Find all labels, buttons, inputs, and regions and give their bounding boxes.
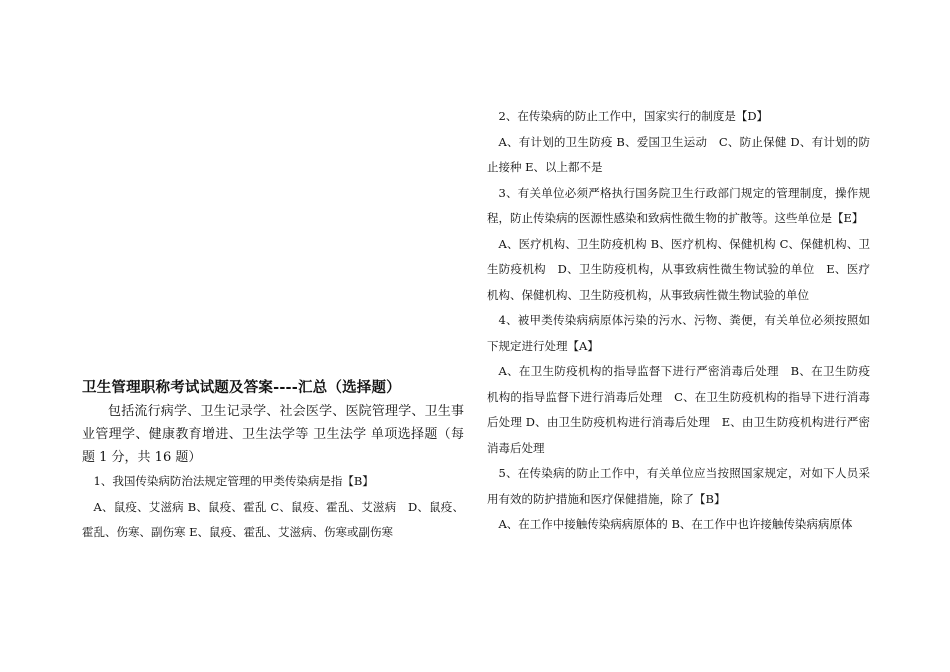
- question-1-options: A、鼠疫、艾滋病 B、鼠疫、霍乱 C、鼠疫、霍乱、艾滋病 D、鼠疫、霍乱、伤寒、副伤寒 E、鼠疫、霍乱、艾滋病、伤寒或副伤寒: [82, 499, 464, 539]
- question-5-options: A、在工作中接触传染病病原体的 B、在工作中也许接触传染病病原体: [498, 517, 853, 531]
- question-2-options: A、有计划的卫生防疫 B、爱国卫生运动 C、防止保健 D、有计划的防止接种 E、以上都不是: [487, 134, 870, 174]
- question-4-options: A、在卫生防疫机构的指导监督下进行严密消毒后处理 B、在卫生防疫机构的指导监督下进行消毒后处理 C、在卫生防疫机构的指导下进行消毒后处理 D、由卫生防疫机构进行消毒后处理 E、由卫生防疫机构进行严密消毒后处理: [487, 364, 870, 455]
- question-2-stem: 2、在传染病的防止工作中，国家实行的制度是【D】: [498, 109, 769, 123]
- question-3-stem: 3、有关单位必须严格执行国务院卫生行政部门规定的管理制度，操作规程，防止传染病的医源性感染和致病性微生物的扩散等。这些单位是【E】: [487, 185, 870, 225]
- document-intro: 包括流行病学、卫生记录学、社会医学、医院管理学、卫生事业管理学、健康教育增进、卫生法学等 卫生法学 单项选择题（每题 1 分，共 16 题）: [82, 404, 464, 465]
- question-1-stem: 1、我国传染病防治法规定管理的甲类传染病是指【B】: [93, 474, 374, 488]
- right-column: [487, 104, 870, 538]
- document-title: 卫生管理职称考试试题及答案----汇总（选择题）: [82, 380, 401, 396]
- question-4-stem: 4、被甲类传染病病原体污染的污水、污物、粪便，有关单位必须按照如下规定进行处理【A】: [487, 313, 870, 353]
- question-3-options: A、医疗机构、卫生防疫机构 B、医疗机构、保健机构 C、保健机构、卫生防疫机构 D、卫生防疫机构，从事致病性微生物试验的单位 E、医疗机构、保健机构、卫生防疫机构，从事致病性微生物试验的单位: [487, 236, 870, 302]
- left-column: [82, 376, 464, 546]
- question-5-stem: 5、在传染病的防止工作中，有关单位应当按照国家规定，对如下人员采用有效的防护措施和医疗保健措施，除了【B】: [487, 466, 870, 506]
